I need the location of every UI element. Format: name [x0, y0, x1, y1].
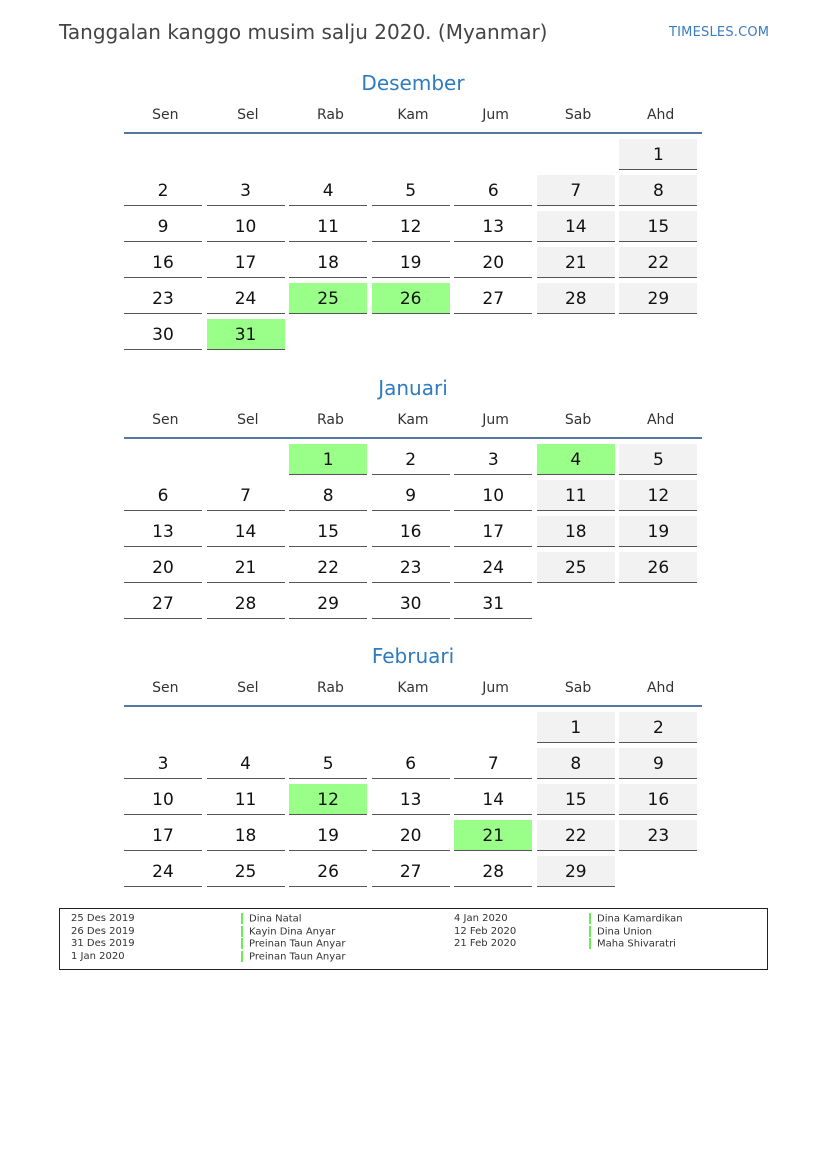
legend-holiday-name: Kayin Dina Anyar: [249, 926, 336, 938]
day-cell: 19: [289, 820, 367, 851]
legend-holiday-name: Maha Shivaratri: [597, 938, 676, 950]
day-cell: 23: [124, 283, 202, 314]
weekday-label: Sen: [152, 107, 179, 123]
month-name: Februari: [371, 644, 455, 668]
empty-cell: [207, 139, 285, 169]
legend-left-names: [241, 913, 345, 963]
day-cell: 9: [372, 480, 450, 511]
day-cell: 3: [207, 175, 285, 206]
day-cell: 21: [207, 552, 285, 583]
day-cell: 29: [619, 283, 697, 314]
day-cell: 7: [454, 748, 532, 779]
day-cell: 24: [207, 283, 285, 314]
holiday-day-cell: 1: [289, 444, 367, 475]
day-cell: 5: [289, 748, 367, 779]
day-cell: 17: [124, 820, 202, 851]
day-cell: 9: [619, 748, 697, 779]
day-cell: 10: [124, 784, 202, 815]
day-cell: 4: [207, 748, 285, 779]
weekday-header: [124, 671, 702, 707]
day-cell: 17: [207, 247, 285, 278]
week-row: [124, 480, 702, 516]
legend-holiday-entry: [589, 926, 683, 939]
page-title: Tanggalan kanggo musim salju 2020. (Myanmar): [59, 20, 548, 44]
holiday-legend: [59, 908, 768, 970]
day-cell: 24: [124, 856, 202, 887]
legend-date: 21 Feb 2020: [454, 938, 517, 950]
legend-holiday-entry: [241, 938, 345, 951]
holiday-marker: [589, 926, 591, 937]
day-cell: 15: [289, 516, 367, 547]
empty-cell: [537, 139, 615, 169]
week-row: [124, 319, 702, 355]
day-cell: 18: [207, 820, 285, 851]
weekday-label: Ahd: [646, 680, 675, 696]
day-cell: 23: [619, 820, 697, 851]
holiday-marker: [241, 926, 243, 937]
weekday-label: Rab: [316, 412, 344, 428]
day-cell: 5: [619, 444, 697, 475]
weekday-label: Rab: [316, 680, 344, 696]
day-cell: 7: [207, 480, 285, 511]
month-name: Januari: [378, 376, 448, 400]
empty-cell: [207, 712, 285, 742]
month-februari: [124, 641, 702, 892]
day-cell: 10: [207, 211, 285, 242]
week-row: [124, 712, 702, 748]
legend-right-names: [589, 913, 683, 951]
day-cell: 23: [372, 552, 450, 583]
holiday-day-cell: 25: [289, 283, 367, 314]
weekday-label: Sel: [237, 412, 259, 428]
week-row: [124, 175, 702, 211]
day-cell: 22: [289, 552, 367, 583]
legend-holiday-name: Preinan Taun Anyar: [249, 951, 346, 963]
weekday-label: Sel: [237, 107, 259, 123]
empty-cell: [289, 319, 367, 349]
day-cell: 27: [124, 588, 202, 619]
empty-cell: [454, 712, 532, 742]
legend-holiday-entry: [589, 938, 683, 951]
day-cell: 1: [619, 139, 697, 170]
day-cell: 24: [454, 552, 532, 583]
week-row: [124, 588, 702, 624]
day-cell: 27: [372, 856, 450, 887]
day-cell: 12: [619, 480, 697, 511]
day-cell: 8: [289, 480, 367, 511]
day-cell: 17: [454, 516, 532, 547]
day-cell: 2: [619, 712, 697, 743]
day-cell: 21: [537, 247, 615, 278]
day-cell: 6: [372, 748, 450, 779]
day-cell: 1: [537, 712, 615, 743]
legend-right-dates: [454, 913, 516, 951]
day-cell: 5: [372, 175, 450, 206]
holiday-day-cell: 12: [289, 784, 367, 815]
weekday-label: Sab: [564, 107, 592, 123]
day-cell: 6: [124, 480, 202, 511]
brand-link[interactable]: TIMESLES.COM: [669, 25, 770, 40]
empty-cell: [454, 319, 532, 349]
legend-holiday-entry: [241, 913, 345, 926]
weekday-label: Sab: [564, 412, 592, 428]
legend-holiday-name: Dina Kamardikan: [597, 913, 683, 925]
day-cell: 19: [619, 516, 697, 547]
day-cell: 25: [207, 856, 285, 887]
weekday-header: [124, 98, 702, 134]
day-cell: 18: [289, 247, 367, 278]
day-cell: 28: [537, 283, 615, 314]
day-cell: 16: [124, 247, 202, 278]
day-cell: 8: [537, 748, 615, 779]
day-cell: 12: [372, 211, 450, 242]
day-cell: 4: [289, 175, 367, 206]
week-row: [124, 283, 702, 319]
week-row: [124, 748, 702, 784]
holiday-marker: [241, 938, 243, 949]
legend-date: 4 Jan 2020: [454, 913, 508, 924]
day-cell: 10: [454, 480, 532, 511]
week-row: [124, 444, 702, 480]
empty-cell: [289, 712, 367, 742]
day-cell: 2: [124, 175, 202, 206]
holiday-marker: [241, 913, 243, 924]
month-name: Desember: [361, 71, 465, 95]
holiday-day-cell: 21: [454, 820, 532, 851]
day-cell: 28: [454, 856, 532, 887]
empty-cell: [454, 139, 532, 169]
empty-cell: [537, 588, 615, 618]
day-cell: 15: [619, 211, 697, 242]
week-row: [124, 139, 702, 175]
day-cell: 7: [537, 175, 615, 206]
day-cell: 3: [454, 444, 532, 475]
legend-holiday-entry: [589, 913, 683, 926]
legend-holiday-entry: [241, 926, 345, 939]
day-cell: 20: [124, 552, 202, 583]
holiday-day-cell: 31: [207, 319, 285, 350]
week-row: [124, 211, 702, 247]
legend-date: 26 Des 2019: [71, 925, 135, 937]
empty-cell: [372, 139, 450, 169]
weekday-label: Sel: [237, 680, 259, 696]
day-cell: 2: [372, 444, 450, 475]
legend-date: 31 Des 2019: [71, 938, 135, 950]
holiday-day-cell: 4: [537, 444, 615, 475]
empty-cell: [207, 444, 285, 474]
day-cell: 14: [537, 211, 615, 242]
day-cell: 13: [124, 516, 202, 547]
day-cell: 13: [454, 211, 532, 242]
legend-date: 25 Des 2019: [71, 913, 135, 924]
empty-cell: [372, 712, 450, 742]
empty-cell: [619, 319, 697, 349]
weekday-label: Sab: [564, 680, 592, 696]
empty-cell: [124, 444, 202, 474]
month-desember: [124, 68, 702, 355]
day-cell: 6: [454, 175, 532, 206]
day-cell: 29: [289, 588, 367, 619]
legend-left-dates: [71, 913, 135, 963]
day-cell: 3: [124, 748, 202, 779]
weekday-label: Jum: [482, 680, 509, 696]
day-cell: 30: [124, 319, 202, 350]
legend-date: 12 Feb 2020: [454, 925, 517, 937]
day-cell: 28: [207, 588, 285, 619]
weekday-label: Kam: [397, 680, 429, 696]
week-row: [124, 820, 702, 856]
day-cell: 20: [454, 247, 532, 278]
day-cell: 16: [372, 516, 450, 547]
weekday-label: Rab: [316, 107, 344, 123]
weekday-label: Ahd: [646, 412, 675, 428]
day-cell: 26: [619, 552, 697, 583]
weekday-label: Jum: [482, 107, 509, 123]
legend-date: 1 Jan 2020: [71, 950, 125, 962]
legend-holiday-name: Dina Natal: [249, 913, 302, 925]
day-cell: 14: [454, 784, 532, 815]
empty-cell: [619, 588, 697, 618]
holiday-marker: [241, 951, 243, 962]
day-cell: 27: [454, 283, 532, 314]
empty-cell: [289, 139, 367, 169]
week-row: [124, 516, 702, 552]
weekday-label: Sen: [152, 412, 179, 428]
day-cell: 29: [537, 856, 615, 887]
empty-cell: [124, 139, 202, 169]
week-row: [124, 784, 702, 820]
day-cell: 19: [372, 247, 450, 278]
day-cell: 26: [289, 856, 367, 887]
day-cell: 20: [372, 820, 450, 851]
day-cell: 11: [289, 211, 367, 242]
day-cell: 16: [619, 784, 697, 815]
day-cell: 14: [207, 516, 285, 547]
weekday-label: Jum: [482, 412, 509, 428]
weekday-label: Kam: [397, 107, 429, 123]
day-cell: 15: [537, 784, 615, 815]
empty-cell: [372, 319, 450, 349]
day-cell: 30: [372, 588, 450, 619]
empty-cell: [537, 319, 615, 349]
empty-cell: [124, 712, 202, 742]
day-cell: 8: [619, 175, 697, 206]
day-cell: 13: [372, 784, 450, 815]
day-cell: 22: [537, 820, 615, 851]
day-cell: 11: [207, 784, 285, 815]
weekday-header: [124, 403, 702, 439]
weekday-label: Ahd: [646, 107, 675, 123]
holiday-marker: [589, 913, 591, 924]
week-row: [124, 247, 702, 283]
day-cell: 9: [124, 211, 202, 242]
holiday-marker: [589, 938, 591, 949]
day-cell: 25: [537, 552, 615, 583]
week-row: [124, 552, 702, 588]
day-cell: 11: [537, 480, 615, 511]
legend-holiday-entry: [241, 951, 345, 964]
day-cell: 18: [537, 516, 615, 547]
weekday-label: Sen: [152, 680, 179, 696]
empty-cell: [619, 856, 697, 886]
month-januari: [124, 373, 702, 624]
weekday-label: Kam: [397, 412, 429, 428]
day-cell: 22: [619, 247, 697, 278]
legend-holiday-name: Preinan Taun Anyar: [249, 938, 346, 950]
holiday-day-cell: 26: [372, 283, 450, 314]
day-cell: 31: [454, 588, 532, 619]
week-row: [124, 856, 702, 892]
legend-holiday-name: Dina Union: [597, 926, 653, 938]
